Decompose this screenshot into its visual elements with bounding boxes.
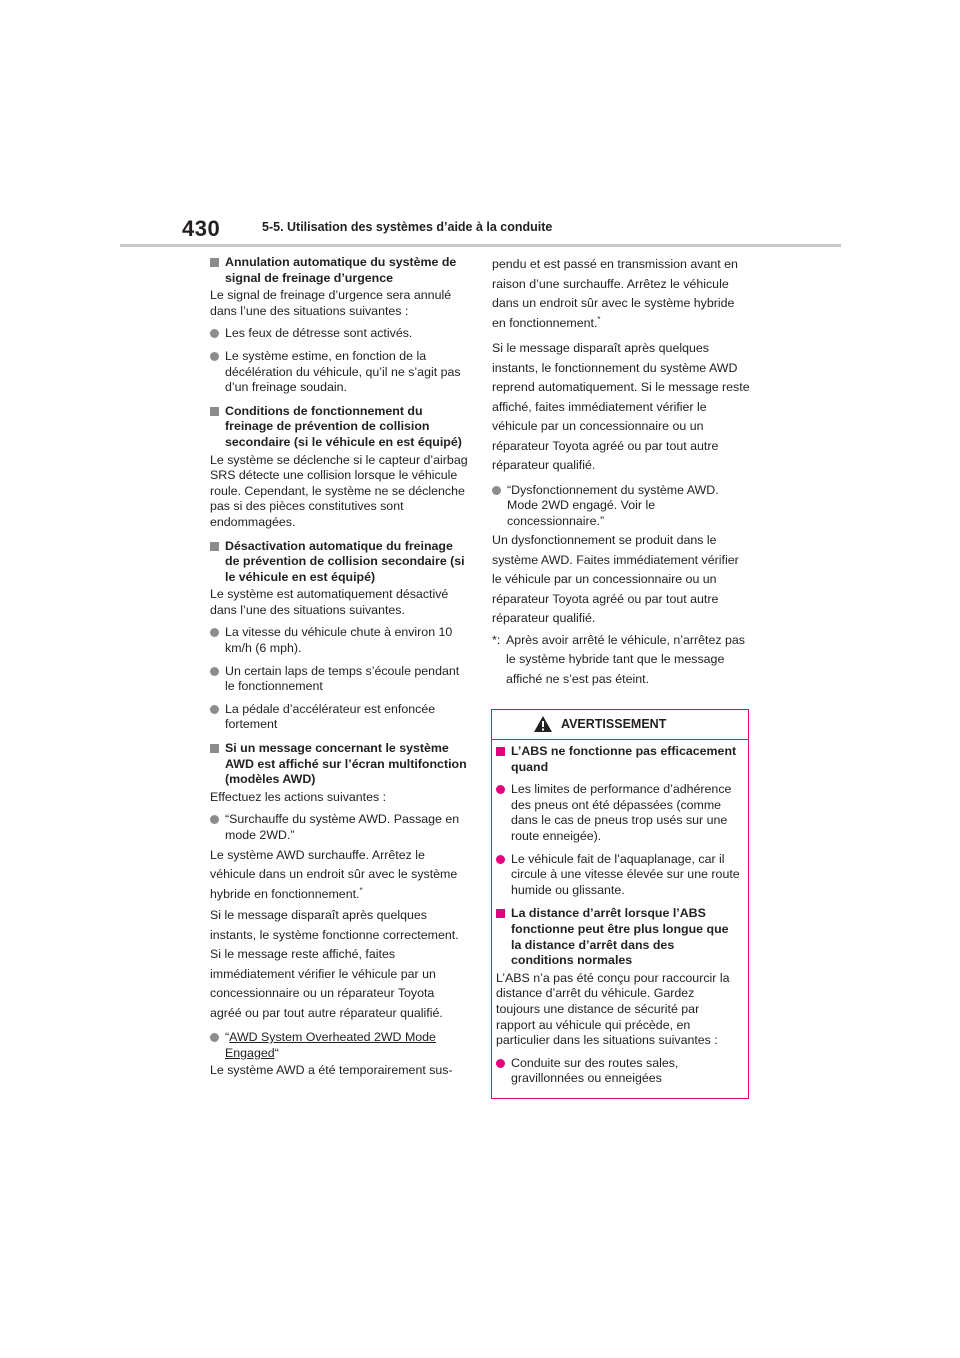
paragraph-text: Le système AWD surchauffe. Arrêtez le véhicule dans un endroit sûr avec le système hybride en fonctionnement. xyxy=(210,847,458,901)
list-item: La vitesse du véhicule chute à environ 10 km/h (6 mph). xyxy=(210,625,468,656)
list-item: La pédale d’accélérateur est enfoncée fortement xyxy=(210,702,468,733)
left-column xyxy=(210,255,468,1079)
footnote-text: Après avoir arrêté le véhicule, n’arrêtez pas le système hybride tant que le message affiché ne s’est pas éteint. xyxy=(506,632,745,686)
warning-box xyxy=(491,709,749,1099)
header-rule xyxy=(120,244,841,247)
warning-item: Conduite sur des routes sales, gravillonnées ou enneigées xyxy=(496,1056,740,1087)
warning-title: AVERTISSEMENT xyxy=(561,717,667,731)
paragraph: Le système est automatiquement désactivé dans l’une des situations suivantes. xyxy=(210,587,449,617)
paragraph-text: pendu et est passé en transmission avant en raison d’une surchauffe. Arrêtez le véhicule dans un endroit sûr avec le système hybride en fonctionnement. xyxy=(492,257,738,330)
list-item: Un certain laps de temps s’écoule pendant le fonctionnement xyxy=(210,664,468,695)
paragraph: Effectuez les actions suivantes : xyxy=(210,789,387,804)
section-heading: Si un message concernant le système AWD est affiché sur l’écran multifonction (modèles AWD) xyxy=(210,741,468,788)
paragraph xyxy=(492,255,750,333)
warning-heading: La distance d’arrêt lorsque l’ABS fonctionne peut être plus longue que la distance d’arrêt dans des conditions normales xyxy=(496,906,740,968)
footnote-ref: * xyxy=(597,314,601,324)
warning-header xyxy=(492,710,748,740)
running-header: 5-5. Utilisation des systèmes d’aide à la conduite xyxy=(262,220,553,234)
page-number: 430 xyxy=(182,216,221,241)
footnote xyxy=(492,631,750,690)
warning-item: Le véhicule fait de l’aquaplanage, car il circule à une vitesse élevée sur une route humide ou glissante. xyxy=(496,852,740,899)
warning-paragraph: L’ABS n’a pas été conçu pour raccourcir la distance d’arrêt du véhicule. Gardez toujours une distance de sécurité par rapport au véhicule qui précède, en particulier dans les situations suivantes : xyxy=(496,970,730,1048)
quote-open: “ xyxy=(225,1030,230,1045)
paragraph: Le signal de freinage d’urgence sera annulé dans l’une des situations suivantes : xyxy=(210,288,452,318)
section-heading: Conditions de fonctionnement du freinage de prévention de collision secondaire (si le véhicule en est équipé) xyxy=(210,404,468,451)
footnote-ref: * xyxy=(359,885,363,895)
warning-body xyxy=(492,744,748,1087)
list-item: Les feux de détresse sont activés. xyxy=(210,326,468,342)
paragraph: Le système se déclenche si le capteur d’airbag SRS détecte une collision lorsque le véhicule roule. Cependant, le système ne se déclenche pas si des pièces constitutives sont endommagées. xyxy=(210,452,468,529)
section-heading: Annulation automatique du système de signal de freinage d’urgence xyxy=(210,255,468,286)
list-item: Le système estime, en fonction de la décélération du véhicule, qu’il ne s’agit pas d’un freinage soudain. xyxy=(210,349,468,396)
awd-message-link[interactable]: AWD System Overheated 2WD Mode Engaged xyxy=(225,1030,436,1060)
paragraph: Si le message disparaît après quelques instants, le système fonctionne correctement. Si le message reste affiché, faites immédiatement vérifier le véhicule par un concessionnaire ou un réparateur Toyota agréé ou par tout autre réparateur qualifié. xyxy=(210,908,459,1020)
paragraph: Le système AWD a été temporairement sus- xyxy=(210,1063,453,1078)
warning-triangle-icon xyxy=(533,715,553,733)
paragraph: Un dysfonctionnement se produit dans le système AWD. Faites immédiatement vérifier le véhicule par un concessionnaire ou un réparateur Toyota agréé ou par tout autre réparateur qualifié. xyxy=(492,533,739,626)
list-item: “Dysfonctionnement du système AWD. Mode 2WD engagé. Voir le concessionnaire.” xyxy=(492,483,750,530)
footnote-mark: *: xyxy=(492,632,501,647)
warning-heading: L’ABS ne fonctionne pas efficacement quand xyxy=(496,744,740,775)
paragraph: Si le message disparaît après quelques instants, le fonctionnement du système AWD reprend automatiquement. Si le message reste affiché, faites immédiatement vérifier le véhicule par un concessionnaire ou un réparateur Toyota agréé ou par tout autre réparateur qualifié. xyxy=(492,341,750,472)
warning-item: Les limites de performance d’adhérence des pneus ont été dépassées (comme dans le cas de pneus trop usés sur une route enneigée). xyxy=(496,782,740,844)
section-heading: Désactivation automatique du freinage de prévention de collision secondaire (si le véhicule en est équipé) xyxy=(210,539,468,586)
list-item: “Surchauffe du système AWD. Passage en mode 2WD.” xyxy=(210,812,468,843)
right-column xyxy=(492,255,750,689)
list-item xyxy=(210,1030,468,1061)
quote-close: “ xyxy=(274,1045,279,1060)
paragraph xyxy=(210,846,468,905)
